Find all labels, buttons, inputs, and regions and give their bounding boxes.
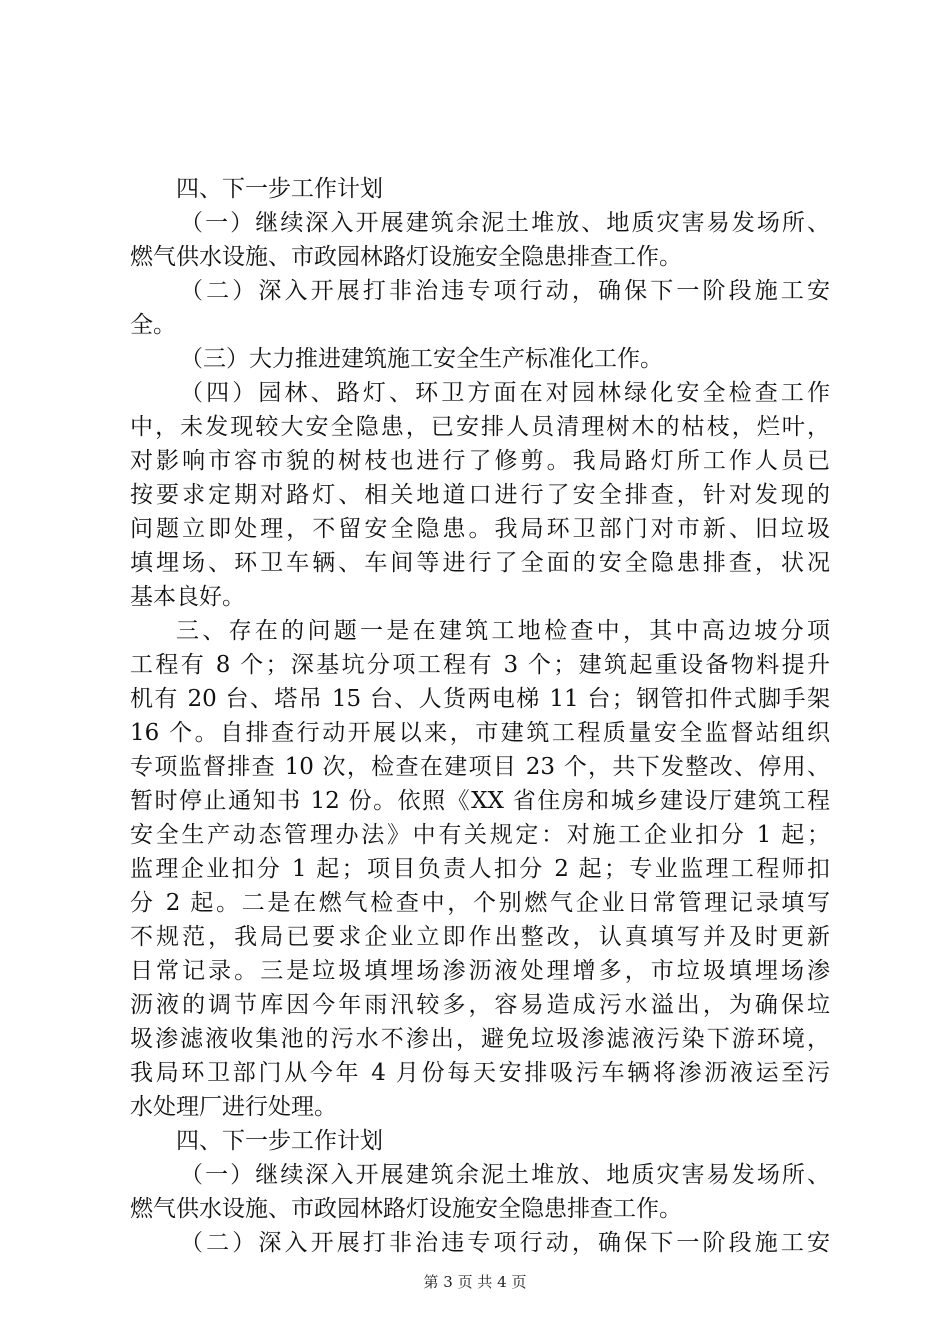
- text-line: 我局环卫部门从今年 4 月份每天安排吸污车辆将渗沥液运至污: [130, 1060, 830, 1086]
- text-line: 暂时停止通知书 12 份。依照《XX 省住房和城乡建设厅建筑工程: [130, 788, 830, 814]
- text-line: 四、下一步工作计划: [176, 1128, 383, 1154]
- text-line: 16 个。自排查行动开展以来，市建筑工程质量安全监督站组织: [130, 720, 830, 746]
- text-line: 不规范，我局已要求企业立即作出整改，认真填写并及时更新: [130, 924, 830, 950]
- text-line: （四）园林、路灯、环卫方面在对园林绿化安全检查工作: [180, 380, 830, 406]
- text-line: 问题立即处理，不留安全隐患。我局环卫部门对市新、旧垃圾: [130, 516, 830, 542]
- text-line: （一）继续深入开展建筑余泥土堆放、地质灾害易发场所、: [180, 1162, 830, 1188]
- text-line: 工程有 8 个；深基坑分项工程有 3 个；建筑起重设备物料提升: [130, 652, 830, 678]
- text-line: 按要求定期对路灯、相关地道口进行了安全排查，针对发现的: [130, 482, 830, 508]
- text-line: 四、下一步工作计划: [176, 176, 383, 202]
- document-body: [130, 172, 830, 1260]
- text-line: （一）继续深入开展建筑余泥土堆放、地质灾害易发场所、: [180, 210, 830, 236]
- text-line: 专项监督排查 10 次，检查在建项目 23 个，共下发整改、停用、: [130, 754, 830, 780]
- text-line: 基本良好。: [130, 584, 245, 610]
- text-line: 沥液的调节库因今年雨汛较多，容易造成污水溢出，为确保垃: [130, 992, 830, 1018]
- text-line: 监理企业扣分 1 起；项目负责人扣分 2 起；专业监理工程师扣: [130, 856, 830, 882]
- page-footer: 第 3 页 共 4 页: [423, 1273, 527, 1291]
- text-line: 水处理厂进行处理。: [130, 1094, 337, 1120]
- text-line: 对影响市容市貌的树枝也进行了修剪。我局路灯所工作人员已: [130, 448, 830, 474]
- text-line: （三）大力推进建筑施工安全生产标准化工作。: [180, 346, 663, 372]
- text-line: 燃气供水设施、市政园林路灯设施安全隐患排查工作。: [130, 1196, 682, 1222]
- text-line: （二）深入开展打非治违专项行动，确保下一阶段施工安: [180, 278, 830, 304]
- text-line: 日常记录。三是垃圾填埋场渗沥液处理增多，市垃圾填埋场渗: [130, 958, 830, 984]
- text-line: 燃气供水设施、市政园林路灯设施安全隐患排查工作。: [130, 244, 682, 270]
- text-line: （二）深入开展打非治违专项行动，确保下一阶段施工安: [180, 1230, 830, 1256]
- text-line: 三、存在的问题一是在建筑工地检查中，其中高边坡分项: [176, 618, 830, 644]
- text-line: 分 2 起。二是在燃气检查中，个别燃气企业日常管理记录填写: [130, 890, 830, 916]
- text-line: 安全生产动态管理办法》中有关规定：对施工企业扣分 1 起；: [130, 822, 830, 848]
- text-line: 中，未发现较大安全隐患，已安排人员清理树木的枯枝，烂叶，: [130, 414, 830, 440]
- text-line: 机有 20 台、塔吊 15 台、人货两电梯 11 台；钢管扣件式脚手架: [130, 686, 830, 712]
- text-line: 填埋场、环卫车辆、车间等进行了全面的安全隐患排查，状况: [130, 550, 830, 576]
- text-line: 圾渗滤液收集池的污水不渗出，避免垃圾渗滤液污染下游环境，: [130, 1026, 830, 1052]
- text-line: 全。: [130, 312, 176, 338]
